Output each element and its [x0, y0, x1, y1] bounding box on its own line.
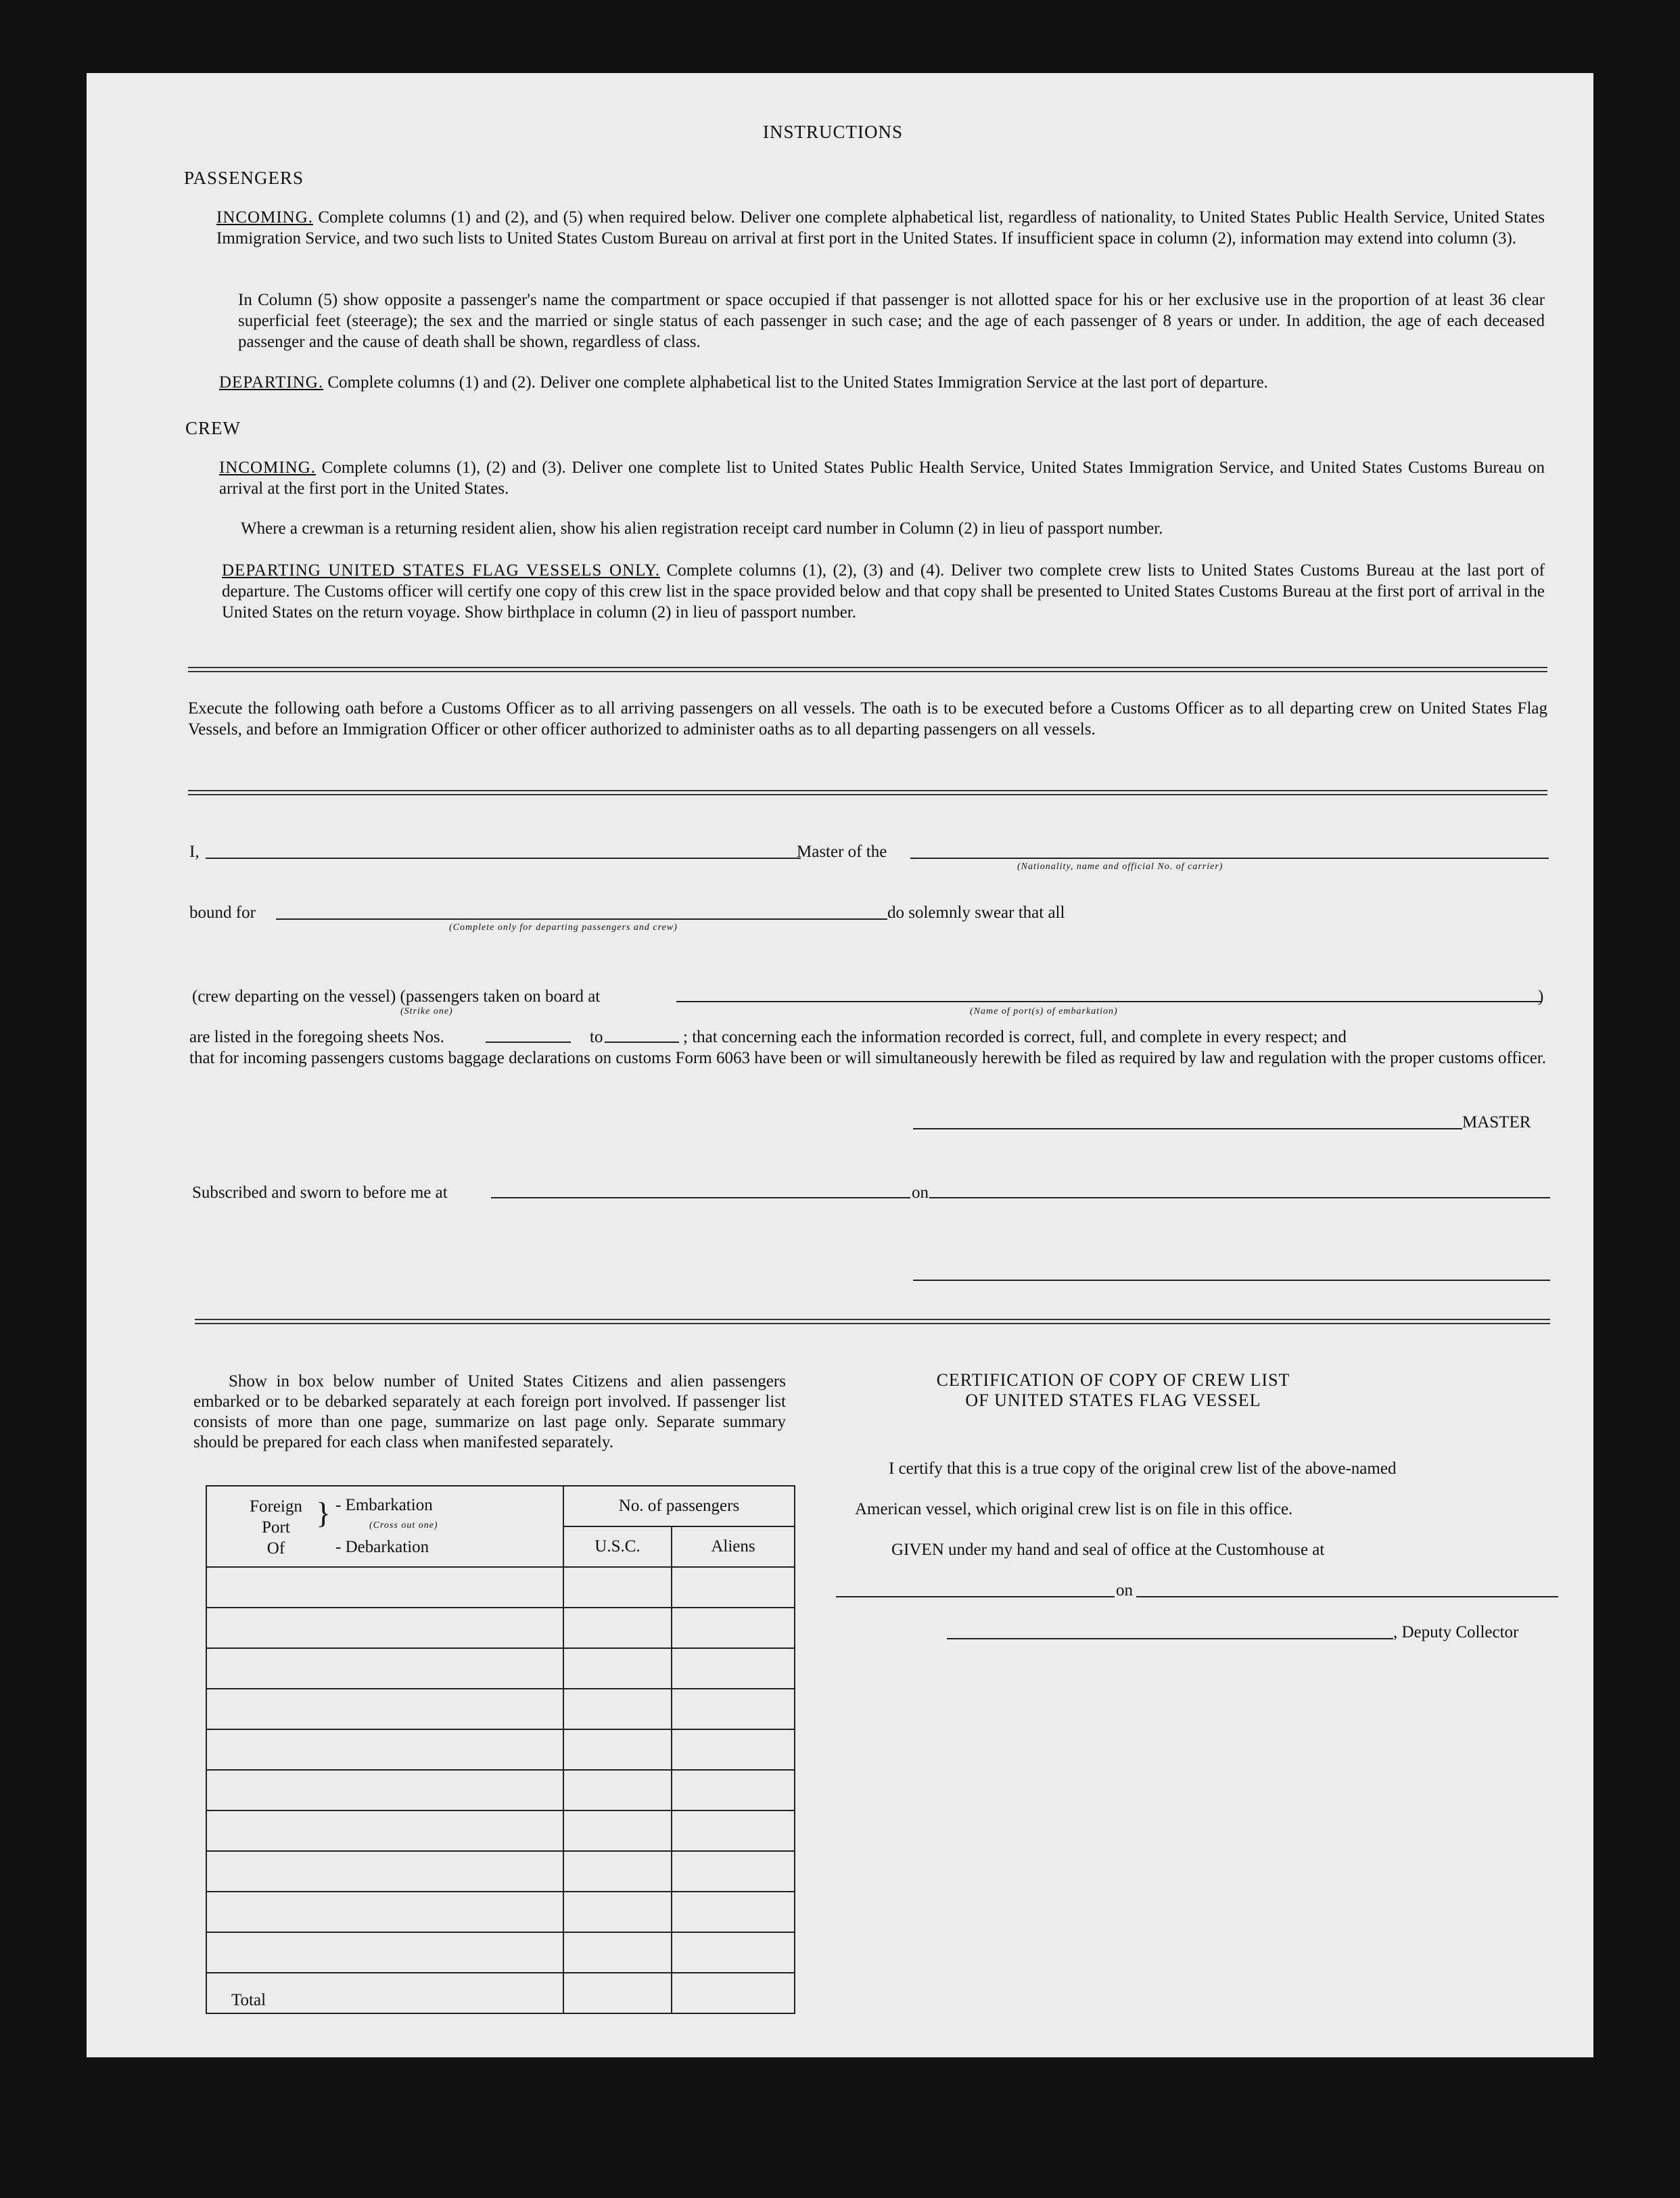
close-paren: ) [1538, 987, 1544, 1006]
certification-on: on [1116, 1581, 1133, 1599]
table-row[interactable] [206, 1932, 795, 1973]
passengers-incoming-text: Complete columns (1) and (2), and (5) when required below. Deliver one complete alphabetical list, regardless of nationality, to United States Public Health Service, United States Immigration Service, and two such lists to United States Custom Bureau on arrival at first port in the United States. If insufficient space in column (2), information may extend into column (3). [216, 208, 1545, 248]
brace-symbol: } [316, 1497, 331, 1530]
sheet-to-field[interactable] [605, 1042, 679, 1043]
subscribed-place-field[interactable] [491, 1197, 910, 1198]
aliens-cell[interactable] [672, 1892, 795, 1932]
cross-out-note: (Cross out one) [369, 1520, 438, 1530]
column5-paragraph: In Column (5) show opposite a passenger's name the compartment or space occupied if that passenger is not allotted space for his or her exclusive use in the proportion of at least 36 clear superficial feet (steerage); the sex and the married or single status of each passenger in such case; and the age of each passenger of 8 years or under. In addition, the age of each deceased passenger and the cause of death shall be shown, regardless of class. [238, 291, 1545, 351]
passengers-incoming-paragraph [216, 207, 1545, 249]
certification-title-line2: OF UNITED STATES FLAG VESSEL [965, 1390, 1261, 1410]
table-row[interactable] [206, 1729, 795, 1770]
usc-cell[interactable] [563, 1810, 672, 1851]
listed-sheets-text: are listed in the foregoing sheets Nos. [189, 1028, 444, 1046]
aliens-total-cell[interactable] [672, 1973, 795, 2013]
aliens-cell[interactable] [672, 1689, 795, 1729]
col-of: Of [266, 1539, 285, 1558]
table-row[interactable] [206, 1648, 795, 1689]
col-foreign: Foreign [250, 1497, 302, 1516]
carrier-note: (Nationality, name and official No. of carrier) [1017, 862, 1223, 872]
aliens-header: Aliens [672, 1526, 795, 1567]
subscribed-date-field[interactable] [929, 1197, 1550, 1198]
aliens-cell[interactable] [672, 1810, 795, 1851]
deputy-collector-label: , Deputy Collector [1393, 1623, 1519, 1641]
crew-heading: CREW [185, 418, 241, 438]
sheet-from-field[interactable] [486, 1042, 571, 1043]
table-row[interactable] [206, 1892, 795, 1932]
certification-title-line1: CERTIFICATION OF COPY OF CREW LIST [936, 1370, 1290, 1390]
usc-cell[interactable] [563, 1892, 672, 1932]
listed-to: to [590, 1028, 603, 1046]
port-cell[interactable] [206, 1851, 563, 1892]
passengers-departing-label: DEPARTING. [219, 373, 324, 392]
bound-for: bound for [189, 904, 256, 922]
section-divider [195, 1319, 1550, 1324]
aliens-cell[interactable] [672, 1648, 795, 1689]
crew-departing-text: (crew departing on the vessel) (passengers taken on board at [192, 987, 601, 1006]
usc-cell[interactable] [563, 1689, 672, 1729]
officer-signature-field[interactable] [913, 1280, 1550, 1281]
page-title: INSTRUCTIONS [763, 122, 904, 142]
debarkation-label: - Debarkation [335, 1538, 429, 1556]
passenger-summary-table [206, 1485, 795, 2014]
master-name-field[interactable] [206, 858, 801, 859]
crew-incoming-label: INCOMING. [219, 459, 317, 477]
ports-note: (Name of port(s) of embarkation) [970, 1006, 1118, 1016]
embarkation-label: - Embarkation [335, 1496, 433, 1514]
table-row[interactable] [206, 1567, 795, 1608]
table-row[interactable] [206, 1689, 795, 1729]
form-page [87, 73, 1593, 2057]
ports-field[interactable] [676, 1001, 1542, 1002]
table-row[interactable] [206, 1810, 795, 1851]
passengers-departing-paragraph [219, 372, 1545, 393]
aliens-cell[interactable] [672, 1608, 795, 1648]
passengers-heading: PASSENGERS [184, 168, 304, 188]
port-cell[interactable] [206, 1567, 563, 1608]
table-row[interactable] [206, 1851, 795, 1892]
usc-cell[interactable] [563, 1851, 672, 1892]
certification-title [889, 1370, 1338, 1411]
master-signature-field[interactable] [913, 1128, 1462, 1129]
crew-departing-label: DEPARTING UNITED STATES FLAG VESSELS ONLY. [222, 561, 660, 580]
port-cell[interactable] [206, 1932, 563, 1973]
section-divider [188, 667, 1547, 672]
usc-header: U.S.C. [563, 1526, 672, 1567]
aliens-cell[interactable] [672, 1932, 795, 1973]
crew-departing-text: Complete columns (1), (2), (3) and (4). Deliver two complete crew lists to United States Customs Bureau at the last port of departure. The Customs officer will certify one copy of this crew list in the space provided below and that copy shall be presented to United States Customs Bureau at the first port of arrival in the United States on the return voyage. Show birthplace in column (2) in lieu of passport number. [222, 561, 1545, 622]
passengers-incoming-label: INCOMING. [216, 208, 314, 227]
oath-i: I, [189, 843, 200, 861]
passengers-departing-text: Complete columns (1) and (2). Deliver one complete alphabetical list to the United States Immigration Service at the last port of departure. [327, 373, 1268, 392]
usc-cell[interactable] [563, 1770, 672, 1810]
usc-cell[interactable] [563, 1932, 672, 1973]
col-port: Port [262, 1518, 290, 1537]
port-cell[interactable] [206, 1729, 563, 1770]
carrier-field[interactable] [910, 858, 1549, 859]
bound-for-field[interactable] [276, 918, 887, 920]
port-cell[interactable] [206, 1689, 563, 1729]
port-cell[interactable] [206, 1648, 563, 1689]
port-cell[interactable] [206, 1608, 563, 1648]
usc-cell[interactable] [563, 1648, 672, 1689]
subscribed-text: Subscribed and sworn to before me at [192, 1184, 448, 1202]
crew-departing-paragraph [222, 560, 1545, 623]
total-label: Total [206, 1973, 563, 2013]
strike-one-note: (Strike one) [400, 1006, 453, 1016]
master-label: MASTER [1462, 1113, 1531, 1131]
port-header-cell [206, 1486, 563, 1567]
listed-rest: ; that concerning each the information recorded is correct, full, and complete in every respect; and [683, 1028, 1347, 1046]
deputy-signature-field[interactable] [947, 1638, 1393, 1639]
usc-cell[interactable] [563, 1729, 672, 1770]
crew-incoming-text: Complete columns (1), (2) and (3). Deliver one complete list to United States Public Health Service, United States Immigration Service, and United States Customs Bureau on arrival at the first port in the United States. [219, 459, 1545, 498]
usc-cell[interactable] [563, 1608, 672, 1648]
aliens-cell[interactable] [672, 1770, 795, 1810]
summary-instructions: Show in box below number of United States Citizens and alien passengers embarked or to be debarked separately at each foreign port involved. If passenger list consists of more than one page, summarize on last page only. Separate summary should be prepared for each class when manifested separately. [193, 1372, 786, 1451]
no-of-passengers-header: No. of passengers [563, 1486, 795, 1526]
crew-incoming-paragraph [219, 457, 1545, 499]
table-row[interactable] [206, 1770, 795, 1810]
aliens-cell[interactable] [672, 1851, 795, 1892]
total-row [206, 1973, 795, 2013]
crew-resident-paragraph: Where a crewman is a returning resident alien, show his alien registration receipt card number in Column (2) in lieu of passport number. [241, 519, 1163, 538]
master-of-the: Master of the [797, 843, 887, 861]
port-cell[interactable] [206, 1770, 563, 1810]
usc-total-cell[interactable] [563, 1973, 672, 2013]
aliens-cell[interactable] [672, 1729, 795, 1770]
bound-note: (Complete only for departing passengers and crew) [449, 922, 678, 933]
section-divider [188, 790, 1547, 795]
listed-line2: that for incoming passengers customs baggage declarations on customs Form 6063 have been or will simultaneously herewith be filed as required by law and regulation with the proper customs officer. [189, 1049, 1546, 1067]
table-row[interactable] [206, 1608, 795, 1648]
usc-cell[interactable] [563, 1567, 672, 1608]
certification-line2: American vessel, which original crew list is on file in this office. [855, 1500, 1293, 1518]
solemnly-swear: do solemnly swear that all [887, 904, 1065, 922]
oath-intro: Execute the following oath before a Customs Officer as to all arriving passengers on all vessels. The oath is to be executed before a Customs Officer as to all departing crew on United States Flag Vessels, and before an Immigration Officer or other officer authorized to administer oaths as to all departing passengers on all vessels. [188, 699, 1547, 739]
port-cell[interactable] [206, 1892, 563, 1932]
certification-line1: I certify that this is a true copy of the original crew list of the above-named [889, 1459, 1397, 1478]
certification-date-field[interactable] [1136, 1596, 1558, 1597]
customhouse-field[interactable] [836, 1596, 1115, 1597]
subscribed-on: on [912, 1184, 929, 1202]
certification-line3: GIVEN under my hand and seal of office at the Customhouse at [891, 1541, 1325, 1559]
port-cell[interactable] [206, 1810, 563, 1851]
aliens-cell[interactable] [672, 1567, 795, 1608]
